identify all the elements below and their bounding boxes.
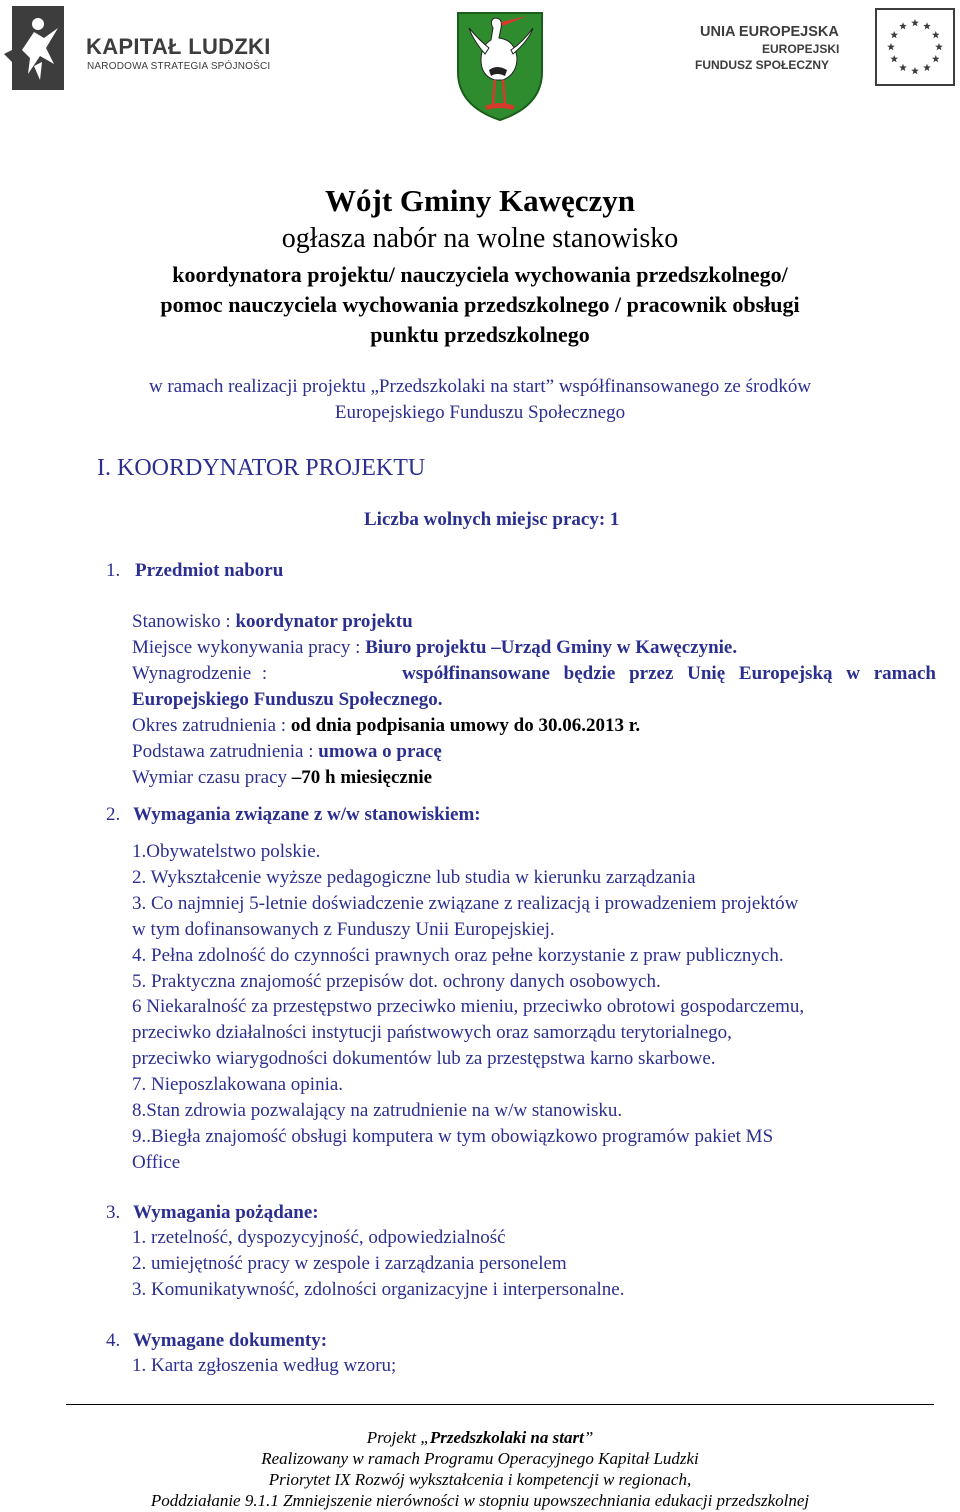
- kapital-ludzki-title: KAPITAŁ LUDZKI: [86, 34, 271, 59]
- list-item: przeciwko działalności instytucji państwowych oraz samorządu terytorialnego,: [132, 1022, 732, 1044]
- field-stanowisko: [132, 610, 413, 634]
- list-item: Office: [132, 1151, 181, 1173]
- list-item: 5. Praktyczna znajomość przepisów dot. ochrony danych osobowych.: [132, 970, 661, 992]
- field-label: Podstawa zatrudnienia :: [132, 741, 319, 762]
- footer-prefix: Projekt „: [366, 1428, 430, 1447]
- field-value: –70 h miesięcznie: [291, 767, 433, 788]
- field-label: Miejsce wykonywania pracy :: [132, 637, 366, 658]
- subsection-number: 1.: [106, 560, 121, 581]
- section-heading: I. KOORDYNATOR PROJEKTU: [97, 455, 426, 481]
- page-title: Wójt Gminy Kawęczyn: [325, 183, 635, 218]
- section-3-heading: [106, 1201, 319, 1225]
- eu-logo: [693, 8, 955, 88]
- footer-project: [0, 1427, 960, 1449]
- context-line-1: w ramach realizacji projektu „Przedszkolaki na start” współfinansowanego ze środków: [148, 376, 812, 397]
- list-item: 3. Co najmniej 5-letnie doświadczenie związane z realizacją i prowadzeniem projektów: [132, 892, 799, 914]
- page-subtitle: ogłasza nabór na wolne stanowisko: [281, 223, 679, 254]
- list-item: w tym dofinansowanych z Funduszy Unii Europejskiej.: [132, 918, 555, 940]
- field-label: Wymiar czasu pracy: [132, 767, 292, 788]
- position-line-3: punktu przedszkolnego: [370, 322, 590, 347]
- field-value: Biuro projektu –Urząd Gminy w Kawęczynie.: [365, 637, 738, 658]
- eu-line3: FUNDUSZ SPOŁECZNY: [695, 58, 830, 72]
- footer-divider: [66, 1404, 934, 1405]
- footer-line-4: Poddziałanie 9.1.1 Zmniejszenie nierówności w stopniu upowszechniania edukacji przedszkolnej: [150, 1491, 810, 1510]
- field-okres: [132, 714, 640, 738]
- list-item: 8.Stan zdrowia pozwalający na zatrudnienie na w/w stanowisku.: [132, 1100, 623, 1121]
- footer-project-name: Przedszkolaki na start: [429, 1428, 584, 1447]
- section-number: 3.: [106, 1202, 121, 1223]
- stork-crest-icon: [455, 10, 545, 122]
- kapital-ludzki-emblem-icon: [4, 4, 68, 92]
- section-title: Wymagane dokumenty:: [133, 1330, 328, 1351]
- vacancy-count: Liczba wolnych miejsc pracy: 1: [364, 509, 620, 530]
- list-item: 9..Biegła znajomość obsługi komputera w tym obowiązkowo programów pakiet MS: [132, 1125, 774, 1147]
- kapital-ludzki-logo: [4, 2, 294, 94]
- list-item: 3. Komunikatywność, zdolności organizacyjne i interpersonalne.: [132, 1279, 625, 1300]
- field-wymiar: [132, 766, 432, 790]
- kapital-ludzki-subtitle: NARODOWA STRATEGIA SPÓJNOŚCI: [87, 61, 271, 72]
- eu-line2: EUROPEJSKI: [762, 42, 840, 56]
- list-item: 1.Obywatelstwo polskie.: [132, 841, 321, 862]
- list-item: 2. umiejętność pracy w zespole i zarządzania personelem: [132, 1253, 567, 1274]
- section-4-heading: [106, 1329, 327, 1353]
- section-number: 4.: [106, 1330, 121, 1351]
- footer-line-2: Realizowany w ramach Programu Operacyjnego Kapitał Ludzki: [261, 1449, 699, 1468]
- list-item: 6 Niekaralność za przestępstwo przeciwko mieniu, przeciwko obrotowi gospodarczemu,: [132, 996, 805, 1018]
- field-value: od dnia podpisania umowy do 30.06.2013 r.: [290, 715, 641, 736]
- field-podstawa: [132, 740, 442, 764]
- footer-line-3: Priorytet IX Rozwój wykształcenia i kompetencji w regionach,: [268, 1470, 692, 1489]
- gmina-crest: [455, 10, 545, 122]
- position-line-2: pomoc nauczyciela wychowania przedszkolnego / pracownik obsługi: [160, 292, 800, 317]
- subsection-title: Przedmiot naboru: [135, 560, 284, 581]
- list-item: 1. rzetelność, dyspozycyjność, odpowiedzialność: [132, 1227, 506, 1248]
- field-value: współfinansowane będzie przez Unię Europejską w ramach: [402, 663, 936, 684]
- field-wynagrodzenie-cont: Europejskiego Funduszu Społecznego.: [132, 689, 443, 710]
- footer-suffix: ”: [583, 1428, 594, 1447]
- list-item: 1. Karta zgłoszenia według wzoru;: [132, 1355, 397, 1376]
- subsection-1: [106, 559, 283, 583]
- field-value: umowa o pracę: [318, 741, 442, 762]
- field-label: Okres zatrudnienia :: [132, 715, 291, 736]
- list-item: 7. Nieposzlakowana opinia.: [132, 1074, 344, 1096]
- list-item: 4. Pełna zdolność do czynności prawnych oraz pełne korzystanie z praw publicznych.: [132, 944, 784, 966]
- position-line-1: koordynatora projektu/ nauczyciela wychowania przedszkolnego/: [172, 262, 788, 287]
- section-title: Wymagania związane z w/w stanowiskiem:: [133, 804, 481, 825]
- section-title: Wymagania pożądane:: [133, 1202, 319, 1223]
- eu-flag-icon: [875, 8, 955, 86]
- field-miejsce: [132, 636, 737, 660]
- field-value: koordynator projektu: [235, 611, 413, 632]
- context-line-2: Europejskiego Funduszu Społecznego: [334, 402, 626, 423]
- field-wynagrodzenie: [132, 662, 936, 686]
- eu-title: UNIA EUROPEJSKA: [700, 24, 839, 40]
- list-item: 2. Wykształcenie wyższe pedagogiczne lub studia w kierunku zarządzania: [132, 866, 696, 888]
- field-label: Stanowisko :: [132, 611, 236, 632]
- field-label: Wynagrodzenie :: [132, 663, 268, 684]
- list-item: przeciwko wiarygodności dokumentów lub za przestępstwa karno skarbowe.: [132, 1048, 716, 1070]
- section-number: 2.: [106, 804, 121, 825]
- section-2-heading: [106, 803, 481, 827]
